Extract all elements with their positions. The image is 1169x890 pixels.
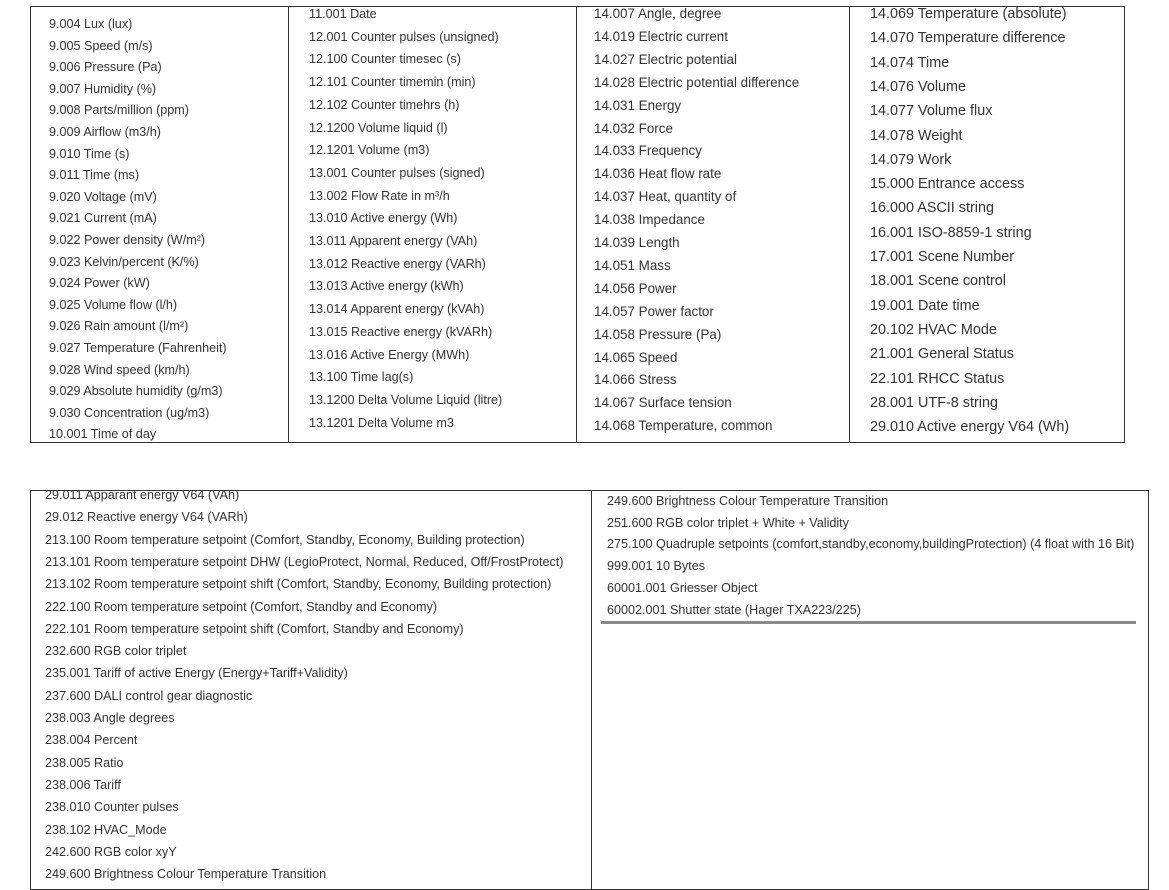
- list-item[interactable]: 9.008 Parts/million (ppm): [49, 103, 189, 118]
- list-item[interactable]: 251.600 RGB color triplet + White + Validity: [607, 515, 849, 530]
- list-item[interactable]: 12.001 Counter pulses (unsigned): [309, 29, 499, 44]
- list-item[interactable]: 14.068 Temperature, common: [594, 418, 773, 434]
- list-item[interactable]: 9.009 Airflow (m3/h): [49, 125, 161, 139]
- list-item[interactable]: 14.033 Frequency: [594, 143, 702, 159]
- list-item[interactable]: 14.037 Heat, quantity of: [594, 189, 737, 205]
- list-item[interactable]: 249.600 Brightness Colour Temperature Transition: [607, 494, 889, 508]
- horizontal-scrollbar[interactable]: [601, 621, 1136, 624]
- list-item[interactable]: 13.012 Reactive energy (VARh): [309, 256, 486, 271]
- list-item[interactable]: 14.051 Mass: [594, 257, 671, 273]
- list-item[interactable]: 18.001 Scene control: [870, 273, 1007, 290]
- list-item[interactable]: 9.007 Humidity (%): [49, 81, 157, 96]
- list-item[interactable]: 9.020 Voltage (mV): [49, 189, 157, 204]
- list-item[interactable]: 213.100 Room temperature setpoint (Comfort, Standby, Economy, Building protection): [45, 532, 525, 547]
- list-item[interactable]: 22.101 RHCC Status: [870, 370, 1005, 387]
- list-item[interactable]: 238.010 Counter pulses: [45, 800, 179, 815]
- list-item[interactable]: 21.001 General Status: [870, 346, 1015, 363]
- list-item[interactable]: 10.001 Time of day: [49, 427, 157, 442]
- list-item[interactable]: 238.004 Percent: [45, 733, 138, 748]
- list-item[interactable]: 9.028 Wind speed (km/h): [49, 362, 190, 377]
- list-column-1: [31, 7, 288, 443]
- list-item[interactable]: 9.024 Power (kW): [49, 276, 150, 291]
- list-item[interactable]: 238.006 Tariff: [45, 777, 121, 792]
- list-item[interactable]: 17.001 Scene Number: [870, 249, 1014, 265]
- list-item[interactable]: 13.013 Active energy (kWh): [309, 279, 464, 294]
- list-item[interactable]: 29.011 Apparant energy V64 (VAh): [45, 491, 240, 502]
- list-item[interactable]: 275.100 Quadruple setpoints (comfort,standby,economy,buildingProtection) (4 float with 16 Bit): [607, 537, 1135, 552]
- list-item[interactable]: 11.001 Date: [309, 7, 377, 21]
- list-item[interactable]: 14.027 Electric potential: [594, 51, 737, 67]
- list-item[interactable]: 9.027 Temperature (Fahrenheit): [49, 341, 227, 355]
- list-item[interactable]: 14.079 Work: [870, 151, 952, 168]
- list-item[interactable]: 222.101 Room temperature setpoint shift (Comfort, Standby and Economy): [45, 621, 464, 636]
- list-item[interactable]: 14.078 Weight: [870, 127, 963, 144]
- list-item[interactable]: 213.101 Room temperature setpoint DHW (LegioProtect, Normal, Reduced, Off/FrostProtect): [45, 554, 564, 569]
- list-item[interactable]: 29.010 Active energy V64 (Wh): [870, 419, 1070, 436]
- top-datatype-list: [30, 6, 1125, 443]
- list-item[interactable]: 9.022 Power density (W/m²): [49, 233, 206, 247]
- list-item[interactable]: 14.066 Stress: [594, 372, 677, 388]
- list-item[interactable]: 14.074 Time: [870, 54, 950, 71]
- list-item[interactable]: 16.000 ASCII string: [870, 200, 994, 217]
- list-item[interactable]: 14.019 Electric current: [594, 28, 728, 44]
- list-column-1: [31, 491, 591, 890]
- list-item[interactable]: 12.1200 Volume liquid (l): [309, 120, 448, 135]
- list-item[interactable]: 237.600 DALI control gear diagnostic: [45, 688, 253, 703]
- list-item[interactable]: 12.1201 Volume (m3): [309, 143, 430, 158]
- list-item[interactable]: 9.005 Speed (m/s): [49, 38, 153, 53]
- list-item[interactable]: 14.007 Angle, degree: [594, 7, 722, 21]
- list-column-2: [288, 7, 576, 443]
- list-item[interactable]: 60001.001 Griesser Object: [607, 580, 758, 595]
- list-item[interactable]: 19.001 Date time: [870, 297, 980, 314]
- list-item[interactable]: 232.600 RGB color triplet: [45, 644, 187, 659]
- list-item[interactable]: 14.031 Energy: [594, 97, 682, 113]
- bottom-datatype-list: [30, 490, 1149, 890]
- list-item[interactable]: 29.012 Reactive energy V64 (VARh): [45, 510, 248, 525]
- list-item[interactable]: 9.010 Time (s): [49, 146, 130, 161]
- list-item[interactable]: 238.102 HVAC_Mode: [45, 822, 167, 837]
- list-item[interactable]: 213.102 Room temperature setpoint shift (Comfort, Standby, Economy, Building protection): [45, 577, 552, 592]
- list-item[interactable]: 14.056 Power: [594, 280, 677, 296]
- list-item[interactable]: 14.036 Heat flow rate: [594, 166, 722, 182]
- list-item[interactable]: 13.1201 Delta Volume m3: [309, 415, 454, 430]
- list-item[interactable]: 13.011 Apparent energy (VAh): [309, 234, 478, 248]
- list-column-3: [576, 7, 849, 443]
- list-item[interactable]: 9.023 Kelvin/percent (K/%): [49, 254, 199, 269]
- list-item[interactable]: 15.000 Entrance access: [870, 176, 1025, 193]
- list-item[interactable]: 13.002 Flow Rate in m³/h: [309, 188, 450, 203]
- list-item[interactable]: 14.077 Volume flux: [870, 103, 993, 120]
- list-item[interactable]: 28.001 UTF-8 string: [870, 394, 998, 411]
- list-item[interactable]: 249.600 Brightness Colour Temperature Transition: [45, 867, 327, 882]
- list-column-4: [849, 7, 1125, 443]
- list-item[interactable]: 9.025 Volume flow (l/h): [49, 297, 178, 312]
- list-item[interactable]: 14.057 Power factor: [594, 303, 714, 319]
- list-item[interactable]: 14.069 Temperature (absolute): [870, 7, 1067, 22]
- list-item[interactable]: 14.032 Force: [594, 120, 673, 136]
- list-item[interactable]: 14.076 Volume: [870, 78, 967, 95]
- list-item[interactable]: 12.101 Counter timemin (min): [309, 75, 476, 90]
- list-item[interactable]: 14.028 Electric potential difference: [594, 74, 800, 90]
- list-item[interactable]: 999.001 10 Bytes: [607, 559, 706, 574]
- list-item[interactable]: 242.600 RGB color xyY: [45, 844, 177, 859]
- list-item[interactable]: 12.102 Counter timehrs (h): [309, 97, 460, 112]
- list-item[interactable]: 13.014 Apparent energy (kVAh): [309, 302, 485, 317]
- list-item[interactable]: 14.065 Speed: [594, 349, 678, 365]
- list-item[interactable]: 13.015 Reactive energy (kVARh): [309, 324, 493, 339]
- list-item[interactable]: 9.006 Pressure (Pa): [49, 60, 162, 75]
- list-column-2: [591, 491, 1149, 890]
- list-item[interactable]: 9.011 Time (ms): [49, 168, 140, 183]
- list-item[interactable]: 60002.001 Shutter state (Hager TXA223/225): [607, 602, 861, 617]
- list-item[interactable]: 13.001 Counter pulses (signed): [309, 165, 485, 180]
- list-item[interactable]: 13.010 Active energy (Wh): [309, 211, 458, 226]
- list-item[interactable]: 14.067 Surface tension: [594, 395, 732, 411]
- list-item[interactable]: 9.021 Current (mA): [49, 211, 157, 226]
- list-item[interactable]: 238.003 Angle degrees: [45, 711, 175, 725]
- list-item[interactable]: 14.070 Temperature difference: [870, 30, 1066, 47]
- list-item[interactable]: 13.100 Time lag(s): [309, 370, 414, 385]
- list-item[interactable]: 14.058 Pressure (Pa): [594, 326, 722, 342]
- list-item[interactable]: 9.029 Absolute humidity (g/m3): [49, 384, 223, 399]
- list-item[interactable]: 16.001 ISO-8859-1 string: [870, 224, 1032, 241]
- list-item[interactable]: 13.016 Active Energy (MWh): [309, 347, 470, 362]
- list-item[interactable]: 14.039 Length: [594, 235, 680, 250]
- list-item[interactable]: 9.026 Rain amount (l/m²): [49, 319, 189, 334]
- list-item[interactable]: 12.100 Counter timesec (s): [309, 52, 461, 67]
- list-item[interactable]: 238.005 Ratio: [45, 755, 124, 770]
- list-item[interactable]: 20.102 HVAC Mode: [870, 321, 997, 338]
- list-item[interactable]: 14.038 Impedance: [594, 212, 705, 228]
- list-item[interactable]: 13.1200 Delta Volume Liquid (litre): [309, 392, 503, 407]
- list-item[interactable]: 9.030 Concentration (ug/m3): [49, 405, 210, 420]
- list-item[interactable]: 9.004 Lux (lux): [49, 17, 133, 31]
- list-item[interactable]: 222.100 Room temperature setpoint (Comfort, Standby and Economy): [45, 599, 438, 614]
- list-item[interactable]: 235.001 Tariff of active Energy (Energy+Tariff+Validity): [45, 666, 348, 681]
